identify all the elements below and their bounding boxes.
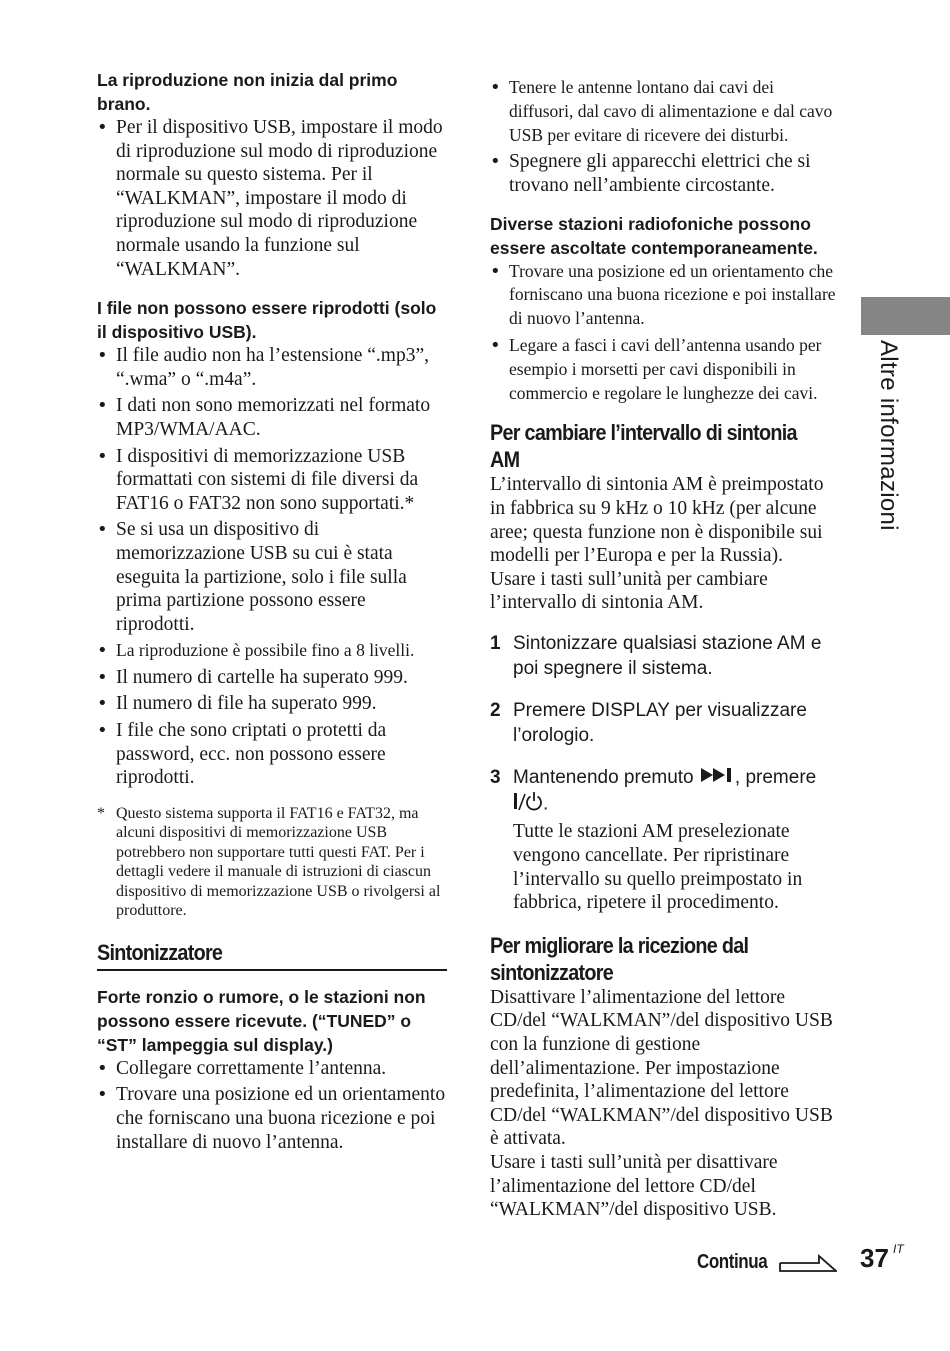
paragraph-am-keys: Usare i tasti sull’unità per cambiare l’intervallo di sintonia AM. [490,568,768,614]
page-number: 37 [860,1243,889,1273]
page-language: IT [893,1242,904,1256]
step-number: 3 [490,766,501,788]
step-2 [490,698,840,748]
list-hum-noise [97,1057,447,1154]
list-item: • Per il dispositivo USB, impostare il modo di riproduzione sul modo di riproduzione normale su questo sistema. Per il “WALKMAN”, impostare il modo di riproduzione sul modo di riproduzione normale usando la funzione sul “WALKMAN”. [97,116,447,281]
list-item: • I dati non sono memorizzati nel formato MP3/WMA/AAC. [97,394,447,441]
heading-files-not-playable: I file non possono essere riprodotti (solo il dispositivo USB). [97,298,437,343]
step-note: Tutte le stazioni AM preselezionate vengono cancellate. Per ripristinare l’intervallo su quello preimpostato in fabbrica, ripetere il procedimento. [513,821,803,914]
list-antenna-tips [490,76,840,198]
side-tab-marker [861,297,950,335]
continue-arrow-icon [779,1254,837,1274]
steps-am-interval [490,631,840,915]
paragraph-am-preset: L’intervallo di sintonia AM è preimpostato in fabbrica su 9 kHz o 10 kHz (per alcune aree; questa funzione non è disponibile sui modelli per l’Europa e per la Russia). [490,474,824,567]
step-number: 2 [490,699,501,721]
list-no-first-track [97,116,447,281]
paragraph-disable-power: Usare i tasti sull’unità per disattivare l’alimentazione del lettore CD/del “WALKMAN”/del dispositivo USB. [490,1151,778,1221]
right-column [490,76,840,1222]
list-item: • Trovare una posizione ed un orientamento che forniscano una buona ricezione e poi installare di nuovo l’antenna. [97,1083,447,1154]
step-text: Sintonizzare qualsiasi stazione AM e poi spegnere il sistema. [513,632,822,679]
section-heading-tuner [97,939,447,971]
list-item: • Il numero di cartelle ha superato 999. [97,666,447,690]
list-item: • Collegare correttamente l’antenna. [97,1057,447,1081]
heading-am-interval: Per cambiare l’intervallo di sintonia AM [490,420,797,473]
list-item: • I file che sono criptati o protetti da password, ecc. non possono essere riprodotti. [97,719,447,790]
step-3 [490,765,840,915]
step-number: 1 [490,632,501,654]
heading-improve-reception: Per migliorare la ricezione dal sintonizzatore [490,932,749,985]
paragraph-power-management: Disattivare l’alimentazione del lettore CD/del “WALKMAN”/del dispositivo USB con la funzione di gestione dell’alimentazione. Per impostazione predefinita, l’alimentazione del lettore CD/del “WALKMAN”/del dispositivo USB è attivata. [490,986,833,1150]
list-files-not-playable [97,344,447,790]
heading-hum-noise: Forte ronzio o rumore, o le stazioni non possono essere ricevute. (“TUNED” o “ST” lampeggia sul display.) [97,986,426,1055]
list-item: • Il file audio non ha l’estensione “.mp3”, “.wma” o “.m4a”. [97,344,447,391]
list-item: • Spegnere gli apparecchi elettrici che si trovano nell’ambiente circostante. [490,150,840,197]
continua-label: Continua [697,1251,768,1273]
left-column [97,68,447,1157]
section-title: Sintonizzatore [97,939,223,965]
heading-no-first-track: La riproduzione non inizia dal primo brano. [97,70,398,114]
step-text-part: . [543,793,549,815]
list-item: • Legare a fasci i cavi dell’antenna usando per esempio i morsetti per cavi disponibili in commercio e regolare le lunghezze dei cavi. [490,334,840,405]
next-track-icon [699,765,735,790]
step-1 [490,631,840,681]
side-tab-label: Altre informazioni [875,340,902,531]
footnote-mark: * [97,804,105,822]
footnote [97,804,447,921]
list-item: • Il numero di file ha superato 999. [97,692,447,716]
list-item: • Se si usa un dispositivo di memorizzazione USB su cui è stata eseguita la partizione, solo i file sulla prima partizione possono essere riprodotti. [97,518,447,636]
list-item: • I dispositivi di memorizzazione USB formattati con sistemi di file diversi da FAT16 o FAT32 non sono supportati.* [97,445,447,516]
list-item: • Trovare una posizione ed un orientamento che forniscano una buona ricezione e poi installare di nuovo l’antenna. [490,260,840,331]
list-item: • La riproduzione è possibile fino a 8 livelli. [97,639,447,663]
step-text [513,765,840,819]
list-item: • Tenere le antenne lontano dai cavi dei diffusori, dal cavo di alimentazione e dal cavo USB per evitare di ricevere dei disturbi. [490,76,840,147]
step-text-part: Mantenendo premuto [513,766,694,788]
heading-multiple-stations: Diverse stazioni radiofoniche possono essere ascoltate contemporaneamente. [490,213,818,258]
step-text: Premere DISPLAY per visualizzare l’orologio. [513,699,807,746]
step-text-part: , premere [734,766,817,788]
power-icon [513,790,543,819]
footnote-text: Questo sistema supporta il FAT16 e FAT32, ma alcuni dispositivi di memorizzazione USB potrebbero non supportare tutti questi FAT. Per i dettagli vedere il manuale di istruzioni di ciascun dispositivo di memorizzazione USB o rivolgersi al produttore. [116,804,441,920]
list-multiple-stations [490,260,840,406]
